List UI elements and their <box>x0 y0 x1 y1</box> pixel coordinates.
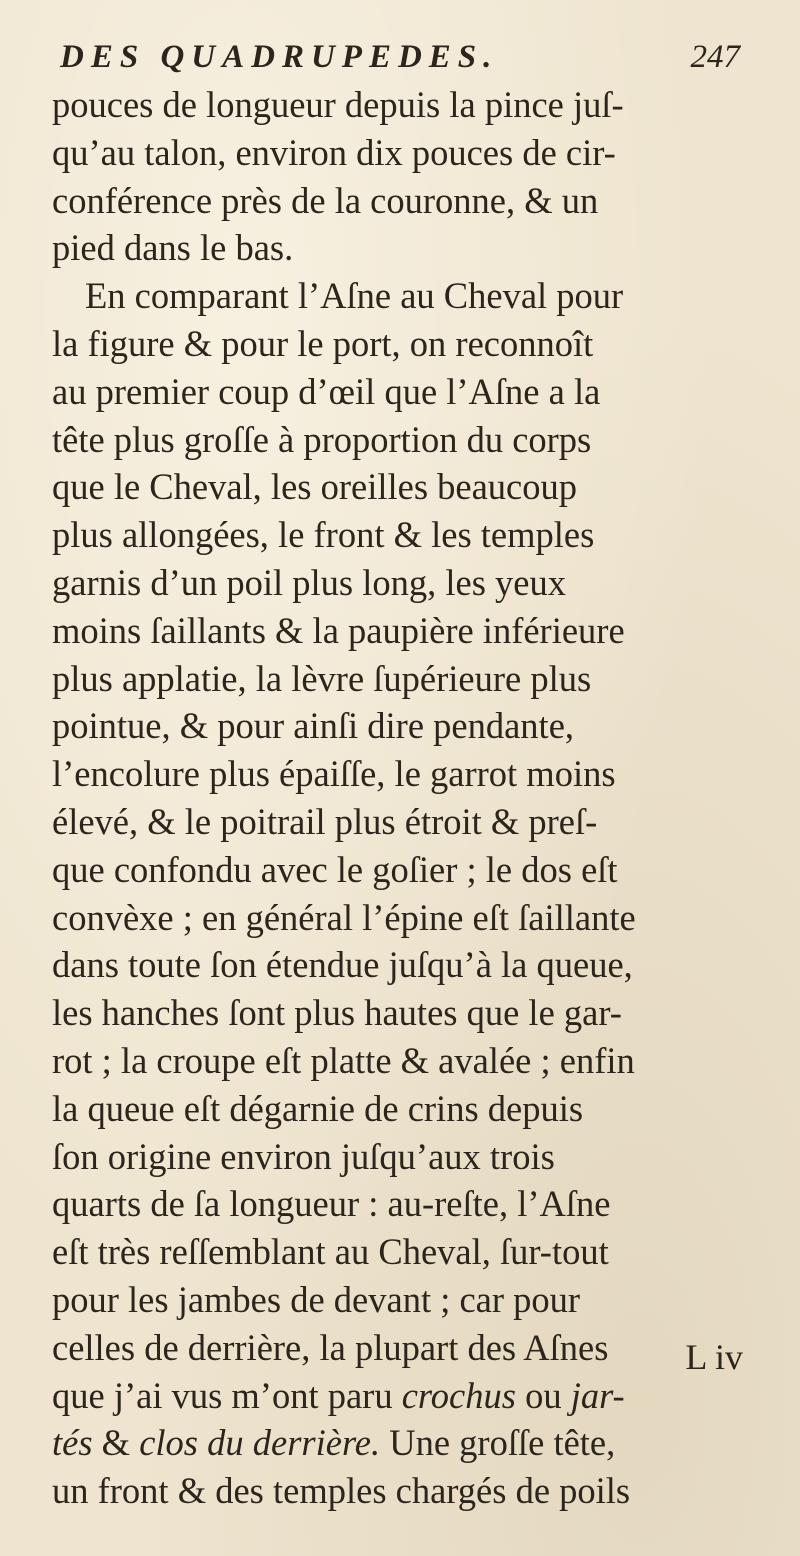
text-run: conférence près de la couronne, & un <box>52 179 599 221</box>
italic-text: tés <box>52 1422 93 1464</box>
text-run: élevé, & le poitrail plus étroit & preſ- <box>52 800 598 842</box>
text-run: ou <box>515 1374 571 1416</box>
text-line <box>52 607 752 655</box>
text-line <box>52 177 752 225</box>
text-run: pouces de longueur depuis la pince juſ- <box>52 84 624 125</box>
text-line <box>52 846 752 894</box>
text-line <box>52 1085 752 1133</box>
text-line <box>52 272 752 320</box>
text-run: moins ſaillants & la paupière inférieure <box>52 609 625 651</box>
text-run: garnis d’un poil plus long, les yeux <box>52 561 566 603</box>
text-run: que confondu avec le goſier ; le dos eſt <box>52 848 618 890</box>
text-run: que j’ai vus m’ont paru <box>52 1374 402 1416</box>
running-head: DES QUADRUPEDES. <box>60 39 499 75</box>
text-run: la figure & pour le port, on reconnoît <box>52 322 594 364</box>
text-line <box>52 129 752 177</box>
text-run: dans toute ſon étendue juſqu’à la queue, <box>52 944 633 986</box>
text-line <box>52 894 752 942</box>
text-run: celles de derrière, la plupart des Aſnes <box>52 1326 609 1368</box>
italic-text: jar- <box>570 1374 625 1416</box>
text-line <box>52 1419 752 1467</box>
text-line <box>52 559 752 607</box>
page-header <box>60 28 740 84</box>
text-line <box>52 989 752 1037</box>
catchword: L iv <box>685 1337 743 1377</box>
text-run: un front & des temples chargés de poils <box>52 1470 631 1512</box>
text-line <box>52 1372 752 1420</box>
page-number: 247 <box>690 39 740 75</box>
text-run: rot ; la croupe eſt platte & avalée ; enfin <box>52 1039 635 1081</box>
text-line <box>52 1133 752 1181</box>
text-run: pied dans le bas. <box>52 227 294 269</box>
text-line <box>52 750 752 798</box>
text-run: & <box>92 1422 140 1464</box>
body-text <box>52 81 752 1515</box>
text-line <box>52 655 752 703</box>
text-line <box>52 941 752 989</box>
text-line <box>52 702 752 750</box>
text-run: pointue, & pour ainſi dire pendante, <box>52 705 575 747</box>
text-line <box>52 1324 752 1372</box>
text-run: eſt très reſſemblant au Cheval, ſur-tout <box>52 1231 609 1273</box>
text-line <box>52 463 752 511</box>
text-line <box>52 320 752 368</box>
text-run: l’encolure plus épaiſſe, le garrot moins <box>52 753 616 795</box>
text-run: au premier coup d’œil que l’Aſne a la <box>52 370 601 412</box>
text-run: qu’au talon, environ dix pouces de cir- <box>52 131 616 173</box>
text-run: les hanches ſont plus hautes que le gar- <box>52 992 622 1034</box>
text-line <box>52 1467 752 1515</box>
text-line <box>52 81 752 129</box>
text-line <box>52 1276 752 1324</box>
text-run: que le Cheval, les oreilles beaucoup <box>52 466 578 508</box>
text-line <box>52 1228 752 1276</box>
text-line <box>52 798 752 846</box>
text-run: pour les jambes de devant ; car pour <box>52 1278 581 1320</box>
text-run: plus allongées, le front & les temples <box>52 514 595 556</box>
text-run: convèxe ; en général l’épine eſt ſaillante <box>52 896 636 938</box>
text-line <box>52 1180 752 1228</box>
italic-text: clos du derrière. <box>139 1422 381 1464</box>
text-run: ſon origine environ juſqu’aux trois <box>52 1135 555 1177</box>
text-line <box>52 416 752 464</box>
text-run: quarts de ſa longueur : au-reſte, l’Aſne <box>52 1183 611 1225</box>
text-run: la queue eſt dégarnie de crins depuis <box>52 1087 584 1129</box>
text-line <box>52 1037 752 1085</box>
text-run: tête plus groſſe à proportion du corps <box>52 418 592 460</box>
italic-text: crochus <box>401 1374 516 1416</box>
text-line <box>52 368 752 416</box>
text-run: plus applatie, la lèvre ſupérieure plus <box>52 657 592 699</box>
text-line <box>52 224 752 272</box>
text-line <box>52 511 752 559</box>
text-run: Une groſſe tête, <box>380 1422 616 1464</box>
text-run: En comparant l’Aſne au Cheval pour <box>85 275 624 317</box>
